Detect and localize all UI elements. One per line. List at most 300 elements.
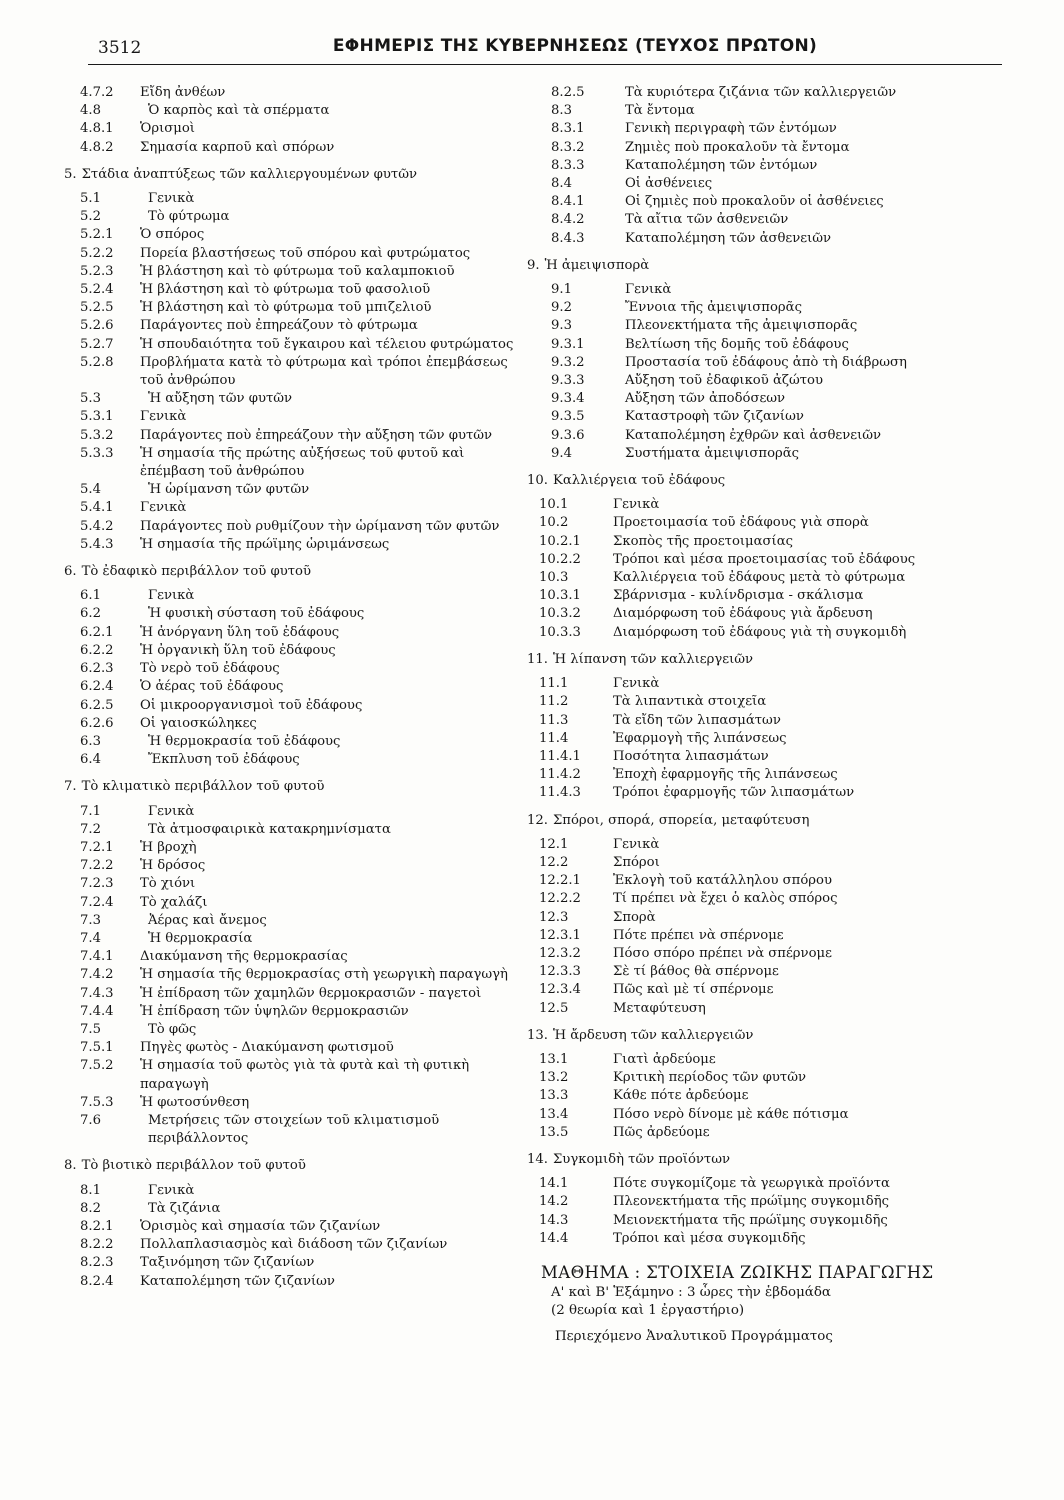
item-number: 10.3.1 (539, 588, 581, 604)
item-text: Ἔννοια τῆς ἀμειψισπορᾶς (625, 300, 802, 316)
item-text: Τὸ βιοτικὸ περιβάλλον τοῦ φυτοῦ (81, 1158, 306, 1174)
outline-item (64, 966, 516, 984)
outline-item (527, 605, 1007, 623)
item-text: Ὁρισμὸς καὶ σημασία τῶν ζιζανίων (140, 1218, 381, 1234)
item-text: Ἡ φωτοσύνθεση (140, 1094, 250, 1110)
outline-item (64, 1021, 516, 1039)
item-text: Ἡ ἄρδευση τῶν καλλιεργειῶν (552, 1027, 754, 1043)
item-number: 10.2.2 (539, 551, 581, 567)
item-text: Οἱ ἀσθένειες (625, 176, 713, 192)
outline-item (527, 909, 1007, 927)
item-text: Διακύμανση τῆς θερμοκρασίας (140, 949, 348, 965)
item-text: Ἡ βροχὴ (140, 839, 197, 855)
item-number: 7.3 (80, 912, 101, 928)
outline-item (64, 317, 516, 335)
item-text: Ἐφαρμογὴ τῆς λιπάνσεως (613, 730, 787, 746)
item-number: 4.7.2 (80, 85, 114, 100)
item-number: 6. (64, 564, 77, 580)
item-text: Σημασία καρποῦ καὶ σπόρων (140, 139, 335, 155)
item-text: Τὸ κλιματικὸ περιβάλλον τοῦ φυτοῦ (81, 779, 325, 795)
outline-item (64, 281, 516, 299)
item-number: 13.4 (539, 1106, 569, 1122)
outline-item (527, 890, 1007, 908)
item-text: Τὰ ἔντομα (625, 103, 695, 119)
outline-item (527, 1106, 1007, 1124)
lesson-block (527, 1262, 1007, 1346)
outline-item (527, 872, 1007, 890)
item-text: Ὁ ἀέρας τοῦ ἐδάφους (140, 679, 284, 695)
item-text: Γενικὰ (148, 803, 195, 819)
item-number: 8. (64, 1158, 77, 1174)
item-number: 9.4 (551, 445, 572, 461)
item-text: Γενικὰ (140, 409, 187, 425)
item-number: 9.2 (551, 300, 572, 316)
outline-item (527, 748, 1007, 766)
outline-item (527, 693, 1007, 711)
item-text: Τὸ ἐδαφικὸ περιβάλλον τοῦ φυτοῦ (81, 564, 311, 580)
item-number: 5.4 (80, 482, 101, 498)
outline-section-heading (64, 563, 516, 581)
outline-section-heading (527, 812, 1007, 830)
item-number: 12.3.1 (539, 927, 581, 943)
right-outline (527, 84, 1007, 1248)
outline-item (64, 139, 516, 157)
item-number: 14.2 (539, 1194, 569, 1210)
outline-item (527, 157, 1007, 175)
item-text: Ἡ σημασία τοῦ φωτὸς γιὰ τὰ φυτὰ καὶ τὴ φυτικὴ παραγωγὴ (140, 1058, 470, 1092)
item-text: Μεταφύτευση (613, 1000, 706, 1016)
outline-item (64, 948, 516, 966)
outline-item (64, 84, 516, 102)
journal-title: ΕΦΗΜΕΡΙΣ ΤΗΣ ΚΥΒΕΡΝΗΣΕΩΣ (ΤΕΥΧΟΣ ΠΡΩΤΟΝ) (332, 36, 818, 56)
item-text: Σβάρνισμα - κυλίνδρισμα - σκάλισμα (613, 588, 864, 604)
item-number: 9.3.3 (551, 373, 585, 389)
item-text: Οἱ ζημιὲς ποὺ προκαλοῦν οἱ ἀσθένειες (625, 194, 884, 210)
outline-item (64, 1003, 516, 1021)
item-number: 7.5.3 (80, 1094, 114, 1110)
outline-item (527, 927, 1007, 945)
item-text: Οἱ μικροοργανισμοὶ τοῦ ἐδάφους (140, 697, 363, 713)
outline-item (64, 299, 516, 317)
item-text: Τρόποι καὶ μέσα συγκομιδῆς (613, 1230, 806, 1246)
outline-item (527, 766, 1007, 784)
item-number: 12.3.3 (539, 964, 581, 980)
item-text: Τὰ λιπαντικὰ στοιχεῖα (613, 694, 767, 710)
outline-item (527, 372, 1007, 390)
outline-item (527, 230, 1007, 248)
item-number: 8.2.4 (80, 1273, 114, 1289)
outline-item (64, 1057, 516, 1093)
outline-item (527, 1212, 1007, 1230)
item-number: 7.5.1 (80, 1040, 114, 1056)
outline-item (527, 408, 1007, 426)
item-text: Πῶς ἀρδεύομε (613, 1124, 710, 1140)
item-text: Συστήματα ἀμειψισπορᾶς (625, 445, 800, 461)
item-number: 13.3 (539, 1088, 569, 1104)
item-text: Αὔξηση τοῦ ἐδαφικοῦ ἀζώτου (625, 373, 824, 389)
outline-item (527, 139, 1007, 157)
item-number: 6.3 (80, 733, 101, 749)
outline-item (64, 1094, 516, 1112)
item-text: Οἱ γαιοσκώληκες (140, 715, 257, 731)
item-text: Στάδια ἀναπτύξεως τῶν καλλιεργουμένων φυτῶν (81, 166, 417, 182)
item-number: 10.2 (539, 515, 569, 531)
outline-section-heading (527, 472, 1007, 490)
outline-section-heading (64, 778, 516, 796)
outline-item (64, 1182, 516, 1200)
item-text: Ἡ φυσικὴ σύσταση τοῦ ἐδάφους (148, 606, 365, 622)
item-text: Πόσο νερὸ δίνομε μὲ κάθε πότισμα (613, 1106, 849, 1122)
outline-item (527, 281, 1007, 299)
item-number: 10.3.2 (539, 606, 581, 622)
item-number: 13.5 (539, 1124, 569, 1140)
item-number: 8.3.2 (551, 139, 585, 155)
item-number: 12.2 (539, 854, 569, 870)
outline-item (64, 190, 516, 208)
item-text: Τὰ εἴδη τῶν λιπασμάτων (613, 712, 781, 728)
item-number: 9.3.5 (551, 409, 585, 425)
item-text: Ἡ δρόσος (140, 858, 206, 874)
item-text: Τί πρέπει νὰ ἔχει ὁ καλὸς σπόρος (613, 891, 838, 907)
outline-item (527, 445, 1007, 463)
item-text: Τὰ ζιζάνια (148, 1200, 221, 1216)
item-number: 5.2.7 (80, 336, 114, 352)
item-number: 11. (527, 651, 548, 667)
item-text: Καταπολέμηση τῶν ἐντόμων (625, 157, 818, 173)
outline-item (527, 1124, 1007, 1142)
item-text: Σπόροι, σπορά, σπορεία, μεταφύτευση (552, 812, 810, 828)
outline-item (64, 733, 516, 751)
item-number: 11.3 (539, 712, 569, 728)
item-text: Σπόροι (613, 854, 660, 870)
outline-item (527, 551, 1007, 569)
outline-item (64, 697, 516, 715)
item-number: 11.2 (539, 694, 569, 710)
item-number: 5.2 (80, 209, 101, 225)
item-text: Ἡ βλάστηση καὶ τὸ φύτρωμα τοῦ φασολιοῦ (140, 282, 431, 298)
lesson-hours: (2 θεωρία καὶ 1 ἐργαστήριο) (551, 1302, 745, 1318)
outline-section-heading (527, 651, 1007, 669)
outline-item (64, 263, 516, 281)
item-number: 5.2.8 (80, 354, 114, 370)
outline-item (64, 1039, 516, 1057)
item-number: 9.3.1 (551, 336, 585, 352)
outline-item (64, 1112, 516, 1148)
page-header (88, 34, 1002, 65)
outline-item (64, 624, 516, 642)
item-number: 6.2.6 (80, 715, 114, 731)
item-number: 10.2.1 (539, 533, 581, 549)
outline-item (64, 208, 516, 226)
page-number: 3512 (98, 38, 142, 58)
outline-item (64, 245, 516, 263)
outline-item (527, 496, 1007, 514)
item-text: Ἡ λίπανση τῶν καλλιεργειῶν (552, 651, 754, 667)
item-number: 7.1 (80, 803, 101, 819)
item-text: Πηγὲς φωτὸς - Διακύμανση φωτισμοῦ (140, 1040, 394, 1056)
item-number: 11.4 (539, 730, 569, 746)
outline-item (527, 854, 1007, 872)
item-number: 8.3 (551, 103, 572, 119)
item-number: 12.2.1 (539, 873, 581, 889)
item-number: 8.2.3 (80, 1255, 114, 1271)
item-number: 9.3.2 (551, 354, 585, 370)
item-number: 7.5.2 (80, 1058, 114, 1074)
item-number: 7.5 (80, 1021, 101, 1037)
item-text: Εἴδη ἀνθέων (140, 85, 226, 100)
item-number: 5.4.1 (80, 500, 114, 516)
item-text: Τρόποι καὶ μέσα προετοιμασίας τοῦ ἐδάφους (613, 551, 916, 567)
item-text: Πολλαπλασιασμὸς καὶ διάδοση τῶν ζιζανίων (140, 1237, 448, 1253)
item-number: 8.2 (80, 1200, 101, 1216)
item-number: 11.4.3 (539, 785, 581, 801)
outline-item (527, 84, 1007, 102)
outline-item (527, 624, 1007, 642)
outline-item (64, 226, 516, 244)
item-text: Γενικὰ (613, 676, 660, 692)
outline-item (64, 354, 516, 390)
item-number: 7.4.2 (80, 967, 114, 983)
item-number: 7.2.4 (80, 894, 114, 910)
outline-item (64, 1254, 516, 1272)
outline-item (64, 875, 516, 893)
item-text: Τὰ ἀτμοσφαιρικὰ κατακρημνίσματα (148, 821, 391, 837)
item-number: 8.3.3 (551, 157, 585, 173)
lesson-content-heading: Περιεχόμενο Ἀναλυτικοῦ Προγράμματος (555, 1328, 833, 1344)
item-number: 8.2.2 (80, 1237, 114, 1253)
outline-item (64, 445, 516, 481)
item-number: 6.2.1 (80, 624, 114, 640)
outline-item (527, 963, 1007, 981)
outline-item (527, 1193, 1007, 1211)
item-text: Πλεονεκτήματα τῆς πρώϊμης συγκομιδῆς (613, 1194, 890, 1210)
item-text: Καταστροφὴ τῶν ζιζανίων (625, 409, 804, 425)
item-number: 6.2 (80, 606, 101, 622)
outline-item (64, 912, 516, 930)
left-column (64, 84, 516, 1291)
item-number: 8.4.3 (551, 230, 585, 246)
item-number: 12.5 (539, 1000, 569, 1016)
right-column (527, 84, 1007, 1346)
item-number: 7.2.3 (80, 876, 114, 892)
outline-item (64, 1200, 516, 1218)
item-number: 5.3.1 (80, 409, 114, 425)
outline-item (64, 751, 516, 769)
outline-item (64, 715, 516, 733)
item-text: Καλλιέργεια τοῦ ἐδάφους μετὰ τὸ φύτρωμα (613, 570, 906, 586)
item-number: 7.4.4 (80, 1003, 114, 1019)
item-text: Γενικὰ (140, 500, 187, 516)
item-number: 12.1 (539, 836, 569, 852)
outline-section-heading (527, 1151, 1007, 1169)
outline-item (527, 102, 1007, 120)
outline-item (527, 354, 1007, 372)
item-number: 5.3.2 (80, 427, 114, 443)
item-number: 5.2.5 (80, 300, 114, 316)
outline-section-heading (64, 1157, 516, 1175)
outline-item (64, 642, 516, 660)
item-number: 4.8 (80, 103, 101, 119)
item-text: Ἡ ἐπίδραση τῶν ὑψηλῶν θερμοκρασιῶν (140, 1003, 409, 1019)
item-text: Ἡ ἐπίδραση τῶν χαμηλῶν θερμοκρασιῶν - παγετοὶ (140, 985, 482, 1001)
item-text: Ὁ σπόρος (140, 227, 205, 243)
outline-item (64, 821, 516, 839)
item-text: Προετοιμασία τοῦ ἐδάφους γιὰ σπορὰ (613, 515, 869, 531)
item-text: Γενικὰ (148, 1182, 195, 1198)
item-text: Ἡ βλάστηση καὶ τὸ φύτρωμα τοῦ καλαμποκιοῦ (140, 263, 455, 279)
item-text: Γενικὰ (613, 836, 660, 852)
item-text: Ἔκπλυση τοῦ ἐδάφους (148, 752, 300, 768)
item-number: 5.3.3 (80, 445, 114, 461)
outline-item (64, 427, 516, 445)
item-number: 8.1 (80, 1182, 101, 1198)
outline-item (527, 533, 1007, 551)
outline-item (64, 660, 516, 678)
item-text: Βελτίωση τῆς δομῆς τοῦ ἐδάφους (625, 336, 849, 352)
item-number: 12.2.2 (539, 891, 581, 907)
outline-item (527, 427, 1007, 445)
outline-item (527, 1069, 1007, 1087)
item-number: 7.4.3 (80, 985, 114, 1001)
item-number: 5. (64, 166, 77, 182)
item-number: 10.3.3 (539, 624, 581, 640)
item-number: 5.2.1 (80, 227, 114, 243)
item-number: 9.1 (551, 282, 572, 298)
outline-item (64, 605, 516, 623)
item-number: 10.3 (539, 570, 569, 586)
outline-item (64, 1273, 516, 1291)
outline-section-heading (527, 1027, 1007, 1045)
item-number: 10.1 (539, 497, 569, 513)
item-number: 6.2.3 (80, 661, 114, 677)
outline-item (64, 408, 516, 426)
item-text: Κριτικὴ περίοδος τῶν φυτῶν (613, 1070, 806, 1086)
item-text: Ὁρισμοὶ (140, 121, 195, 137)
item-text: Ταξινόμηση τῶν ζιζανίων (140, 1255, 315, 1271)
outline-item (64, 518, 516, 536)
item-number: 6.2.5 (80, 697, 114, 713)
outline-item (527, 712, 1007, 730)
item-number: 9.3 (551, 318, 572, 334)
lesson-title: ΜΑΘΗΜΑ : ΣΤΟΙΧΕΙΑ ΖΩΙΚΗΣ ΠΑΡΑΓΩΓΗΣ (541, 1262, 934, 1282)
outline-item (527, 120, 1007, 138)
item-text: Καταπολέμηση ἐχθρῶν καὶ ἀσθενειῶν (625, 427, 882, 443)
outline-item (64, 499, 516, 517)
item-text: Ἡ ὀργανικὴ ὕλη τοῦ ἐδάφους (140, 642, 336, 658)
item-text: Προβλήματα κατὰ τὸ φύτρωμα καὶ τρόποι ἐπεμβάσεως τοῦ ἀνθρώπου (140, 354, 508, 389)
item-text: Γενικὰ (625, 282, 672, 298)
item-text: Αὔξηση τῶν ἀποδόσεων (625, 391, 786, 407)
outline-item (527, 784, 1007, 802)
outline-item (64, 587, 516, 605)
item-number: 7.2.2 (80, 858, 114, 874)
outline-item (527, 981, 1007, 999)
item-text: Μετρήσεις τῶν στοιχείων τοῦ κλιματισμοῦ περιβάλλοντος (148, 1112, 440, 1147)
outline-item (64, 678, 516, 696)
item-text: Τὸ χαλάζι (140, 894, 208, 910)
item-text: Σπορὰ (613, 909, 656, 925)
outline-item (527, 569, 1007, 587)
item-text: Τὸ νερὸ τοῦ ἐδάφους (140, 661, 280, 677)
item-text: Πόσο σπόρο πρέπει νὰ σπέρνομε (613, 945, 832, 961)
lesson-semester: Α' καὶ Β' Ἑξάμηνο : 3 ὧρες τὴν ἑβδομάδα (551, 1284, 831, 1300)
item-number: 6.2.4 (80, 679, 114, 695)
item-number: 9.3.4 (551, 391, 585, 407)
item-number: 13.1 (539, 1051, 569, 1067)
item-text: Ἡ σημασία τῆς πρώϊμης ὡριμάνσεως (140, 536, 390, 552)
item-text: Πῶς καὶ μὲ τί σπέρνομε (613, 982, 774, 998)
item-text: Γενικὰ (613, 497, 660, 513)
outline-item (527, 175, 1007, 193)
item-text: Κάθε πότε ἀρδεύομε (613, 1088, 749, 1104)
item-number: 6.2.2 (80, 642, 114, 658)
item-text: Ἡ ὡρίμανση τῶν φυτῶν (148, 482, 310, 498)
outline-item (527, 336, 1007, 354)
item-text: Πότε συγκομίζομε τὰ γεωργικὰ προϊόντα (613, 1176, 890, 1192)
item-text: Ἡ αὔξηση τῶν φυτῶν (148, 391, 293, 407)
outline-item (64, 336, 516, 354)
item-number: 7.4.1 (80, 949, 114, 965)
item-text: Καταπολέμηση τῶν ζιζανίων (140, 1273, 335, 1289)
item-number: 5.3 (80, 391, 101, 407)
item-number: 10. (527, 473, 548, 489)
item-text: Ἡ σημασία τῆς θερμοκρασίας στὴ γεωργικὴ παραγωγὴ (140, 967, 508, 983)
item-number: 12.3.4 (539, 982, 581, 998)
item-number: 4.8.1 (80, 121, 114, 137)
item-text: Διαμόρφωση τοῦ ἐδάφους γιὰ τὴ συγκομιδὴ (613, 624, 907, 640)
item-number: 9.3.6 (551, 427, 585, 443)
item-number: 13. (527, 1027, 548, 1043)
item-text: Τὸ φύτρωμα (148, 209, 230, 225)
item-number: 14.3 (539, 1212, 569, 1228)
item-text: Ζημιὲς ποὺ προκαλοῦν τὰ ἔντομα (625, 139, 850, 155)
item-number: 5.2.4 (80, 282, 114, 298)
item-number: 7.6 (80, 1112, 101, 1128)
item-text: Ἡ σημασία τῆς πρώτης αὐξήσεως τοῦ φυτοῦ καὶ ἐπέμβαση τοῦ ἀνθρώπου (140, 445, 465, 480)
item-text: Ἐκλογὴ τοῦ κατάλληλου σπόρου (613, 873, 832, 889)
item-text: Μειονεκτήματα τῆς πρώϊμης συγκομιδῆς (613, 1212, 888, 1228)
outline-item (527, 193, 1007, 211)
outline-item (64, 839, 516, 857)
item-number: 8.3.1 (551, 121, 585, 137)
outline-item (527, 587, 1007, 605)
item-text: Συγκομιδὴ τῶν προϊόντων (552, 1151, 730, 1167)
outline-item (527, 1000, 1007, 1018)
item-number: 5.1 (80, 191, 101, 207)
outline-item (64, 481, 516, 499)
item-number: 7. (64, 779, 77, 795)
item-text: Διαμόρφωση τοῦ ἐδάφους γιὰ ἄρδευση (613, 606, 873, 622)
item-number: 5.2.6 (80, 318, 114, 334)
item-number: 5.4.3 (80, 536, 114, 552)
item-text: Γιατὶ ἀρδεύομε (613, 1051, 716, 1067)
outline-item (64, 894, 516, 912)
outline-item (527, 730, 1007, 748)
item-number: 11.1 (539, 676, 569, 692)
item-text: Παράγοντες ποὺ ἐπηρεάζουν τὸ φύτρωμα (140, 318, 418, 334)
outline-item (64, 803, 516, 821)
outline-section-heading (527, 257, 1007, 275)
item-text: Τὸ φῶς (148, 1021, 197, 1037)
item-number: 8.4.2 (551, 212, 585, 228)
item-text: Καλλιέργεια τοῦ ἐδάφους (552, 473, 726, 489)
item-number: 7.4 (80, 930, 101, 946)
outline-item (527, 1087, 1007, 1105)
item-text: Γενικὰ (148, 191, 195, 207)
item-number: 14. (527, 1151, 548, 1167)
item-text: Ἡ θερμοκρασία (148, 930, 253, 946)
outline-item (64, 102, 516, 120)
